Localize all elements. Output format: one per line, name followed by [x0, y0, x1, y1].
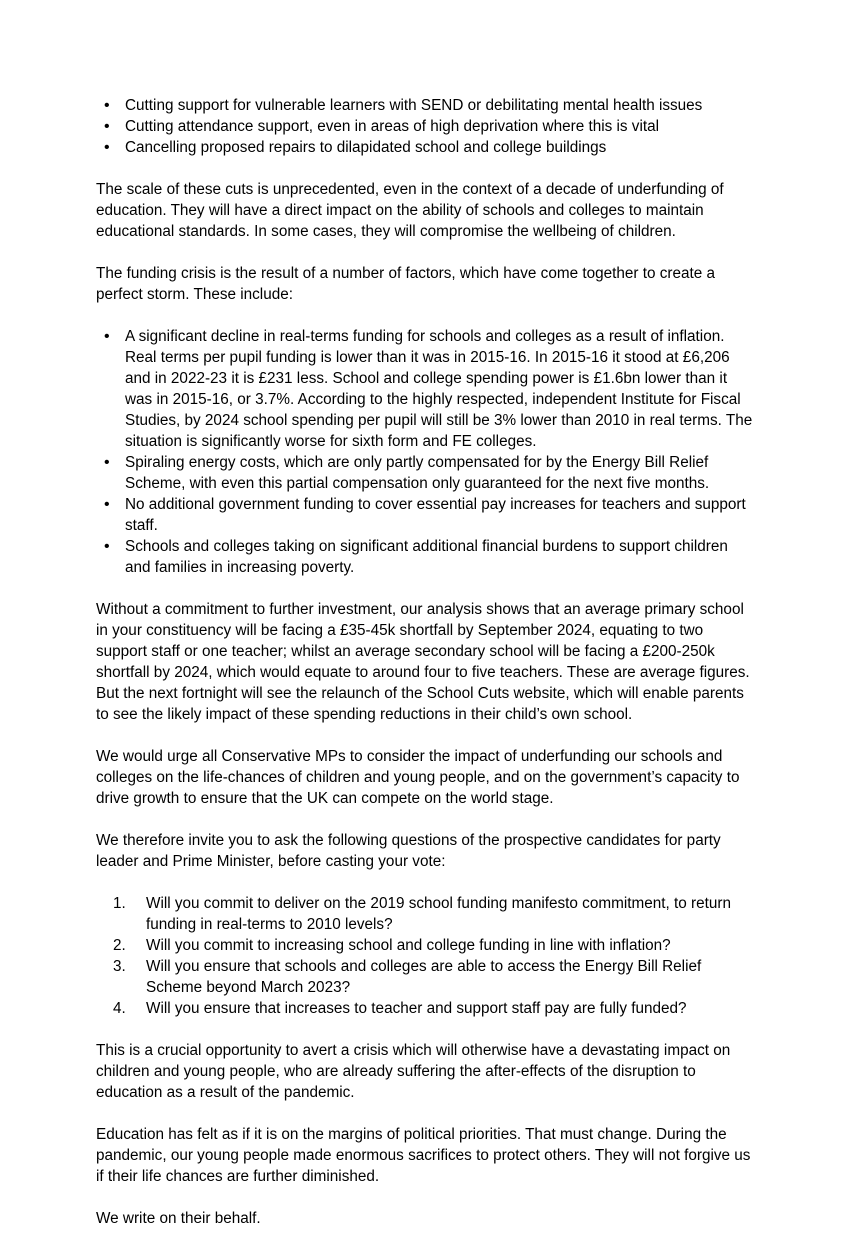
question-text: Will you ensure that schools and colleges are able to access the Energy Bill Relief Scheme beyond March 2023? — [146, 958, 702, 996]
list-item: • A significant decline in real-terms funding for schools and colleges as a result of inflation. Real terms per pupil funding is lower than it was in 2015-16. In 2015-16 it stood at £6,206 and in 2022-23 it is £231 less. School and college spending power is £1.6bn lower than it was in 2015-16, or 3.7%. According to the highly respected, independent Institute for Fiscal Studies, by 2024 school spending per pupil will still be 3% lower than 2010 in real terms. The situation is significantly worse for sixth form and FE colleges. — [96, 326, 756, 452]
question-text: Will you commit to increasing school and college funding in line with inflation? — [146, 937, 671, 954]
question-text: Will you ensure that increases to teacher and support staff pay are fully funded? — [146, 1000, 687, 1017]
paragraph-urge-mps: We would urge all Conservative MPs to consider the impact of underfunding our schools and colleges on the life-chances of children and young people, and on the government’s capacity to drive growth to ensure that the UK can compete on the world stage. — [96, 748, 740, 807]
paragraph-political-margins: Education has felt as if it is on the margins of political priorities. That must change. During the pandemic, our young people made enormous sacrifices to protect others. They will not forgive us if their life chances are further diminished. — [96, 1126, 751, 1185]
list-item: • Cutting attendance support, even in areas of high deprivation where this is vital — [96, 116, 756, 137]
list-item: • Cancelling proposed repairs to dilapidated school and college buildings — [96, 137, 756, 158]
paragraph-crucial-opportunity: This is a crucial opportunity to avert a crisis which will otherwise have a devastating impact on children and young people, who are already suffering the after-effects of the disruption to education as a result of the pandemic. — [96, 1042, 731, 1101]
list-item: • Schools and colleges taking on significant additional financial burdens to support children and families in increasing poverty. — [96, 536, 756, 578]
letter-page — [96, 95, 756, 1250]
list-item — [96, 998, 756, 1019]
question-number: 3. — [113, 958, 126, 975]
paragraph-invite-questions: We therefore invite you to ask the following questions of the prospective candidates for party leader and Prime Minister, before casting your vote: — [96, 832, 721, 870]
paragraph-funding-crisis: The funding crisis is the result of a number of factors, which have come together to create a perfect storm. These include: — [96, 265, 715, 303]
intro-bullet-list — [96, 95, 756, 158]
question-number: 4. — [113, 1000, 126, 1017]
paragraph-analysis: Without a commitment to further investment, our analysis shows that an average primary school in your constituency will be facing a £35-45k shortfall by September 2024, equating to two support staff or one teacher; whilst an average secondary school will be facing a £200-250k shortfall by 2024, which would equate to around four to five teachers. These are average figures. But the next fortnight will see the relaunch of the School Cuts website, which will enable parents to see the likely impact of these spending reductions in their child’s own school. — [96, 601, 750, 723]
list-item: • Spiraling energy costs, which are only partly compensated for by the Energy Bill Relief Scheme, with even this partial compensation only guaranteed for the next five months. — [96, 452, 756, 494]
paragraph-on-their-behalf: We write on their behalf. — [96, 1210, 261, 1227]
question-number: 1. — [113, 895, 126, 912]
questions-list — [96, 893, 756, 1019]
question-text: Will you commit to deliver on the 2019 school funding manifesto commitment, to return funding in real-terms to 2010 levels? — [146, 895, 731, 933]
factor-bullet-list — [96, 326, 756, 578]
list-item: • No additional government funding to cover essential pay increases for teachers and support staff. — [96, 494, 756, 536]
question-number: 2. — [113, 937, 126, 954]
list-item — [96, 893, 756, 935]
list-item — [96, 935, 756, 956]
list-item — [96, 956, 756, 998]
paragraph-scale-of-cuts: The scale of these cuts is unprecedented, even in the context of a decade of underfunding of education. They will have a direct impact on the ability of schools and colleges to maintain educational standards. In some cases, they will compromise the wellbeing of children. — [96, 181, 724, 240]
list-item: • Cutting support for vulnerable learners with SEND or debilitating mental health issues — [96, 95, 756, 116]
